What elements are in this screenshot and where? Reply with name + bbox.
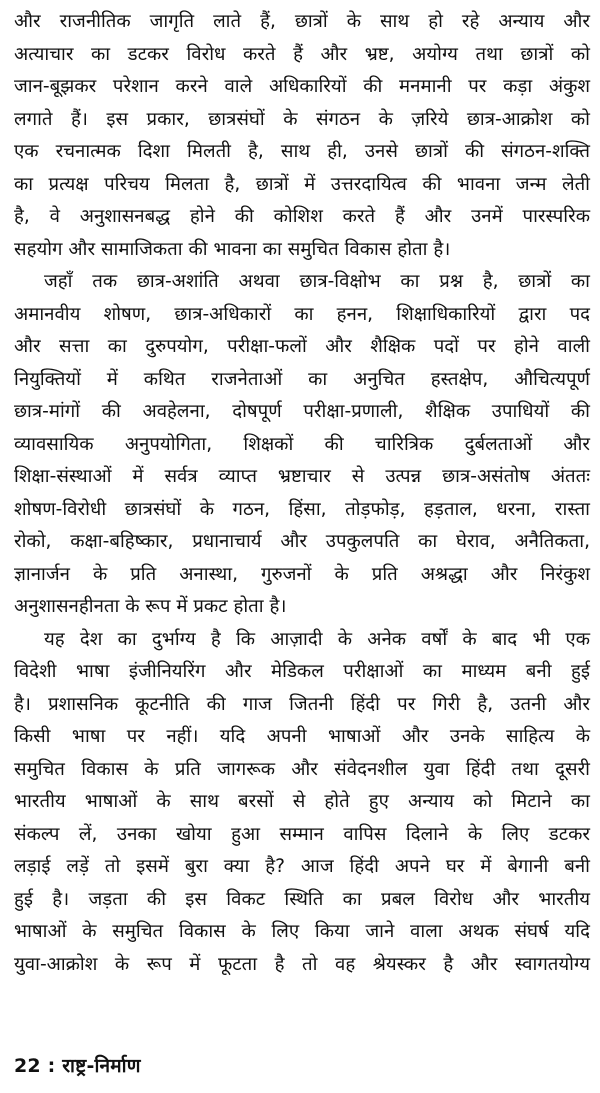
- text-line: जहाँ तक छात्र-अशांति अथवा छात्र-विक्षोभ का प्रश्न है, छात्रों का: [44, 271, 590, 292]
- text-line: सहयोग और सामाजिकता की भावना का समुचित विकास होता है।: [14, 238, 451, 260]
- page-footer: 22 : राष्ट्र-निर्माण: [14, 1055, 141, 1077]
- text-line: एक रचनात्मक दिशा मिलती है, साथ ही, उनसे छात्रों की संगठन-शक्ति: [14, 141, 590, 162]
- page-body: [14, 6, 590, 981]
- text-line: है। प्रशासनिक कूटनीति की गाज जितनी हिंदी पर गिरी है, उतनी और: [14, 693, 590, 715]
- text-line: अनुशासनहीनता के रूप में प्रकट होता है।: [14, 596, 287, 617]
- text-line: और सत्ता का दुरुपयोग, परीक्षा-फलों और शैक्षिक पदों पर होने वाली: [14, 336, 590, 357]
- text-line: भाषाओं के समुचित विकास के लिए किया जाने वाला अथक संघर्ष यदि: [14, 921, 590, 942]
- text-line: व्यावसायिक अनुपयोगिता, शिक्षकों की चारित्रिक दुर्बलताओं और: [14, 433, 590, 455]
- text-line: अत्याचार का डटकर विरोध करते हैं और भ्रष्ट, अयोग्य तथा छात्रों को: [14, 43, 590, 65]
- text-line: किसी भाषा पर नहीं। यदि अपनी भाषाओं और उनके साहित्य के: [14, 726, 590, 747]
- text-line: शोषण-विरोधी छात्रसंघों के गठन, हिंसा, तोड़फोड़, हड़ताल, धरना, रास्ता: [14, 498, 590, 520]
- text-line: युवा-आक्रोश के रूप में फूटता है तो वह श्रेयस्कर है और स्वागतयोग्य: [14, 953, 590, 975]
- text-line: संकल्प लें, उनका खोया हुआ सम्मान वापिस दिलाने के लिए डटकर: [14, 823, 590, 845]
- text-line: और राजनीतिक जागृति लाते हैं, छात्रों के साथ हो रहे अन्याय और: [14, 11, 590, 32]
- text-line: नियुक्तियों में कथित राजनेताओं का अनुचित हस्तक्षेप, औचित्यपूर्ण: [14, 368, 590, 390]
- text-line: अमानवीय शोषण, छात्र-अधिकारों का हनन, शिक्षाधिकारियों द्वारा पद: [14, 303, 590, 325]
- text-line: है, वे अनुशासनबद्ध होने की कोशिश करते हैं और उनमें पारस्परिक: [14, 206, 590, 227]
- text-line: समुचित विकास के प्रति जागरूक और संवेदनशील युवा हिंदी तथा दूसरी: [14, 758, 590, 780]
- text-line: छात्र-मांगों की अवहेलना, दोषपूर्ण परीक्षा-प्रणाली, शैक्षिक उपाधियों की: [14, 401, 590, 422]
- text-line: शिक्षा-संस्थाओं में सर्वत्र व्याप्त भ्रष्टाचार से उत्पन्न छात्र-असंतोष अंततः: [14, 466, 590, 487]
- text-line: यह देश का दुर्भाग्य है कि आज़ादी के अनेक वर्षों के बाद भी एक: [44, 628, 590, 650]
- text-line: रोको, कक्षा-बहिष्कार, प्रधानाचार्य और उपकुलपति का घेराव, अनैतिकता,: [14, 531, 590, 552]
- text-line: हुई है। जड़ता की इस विकट स्थिति का प्रबल विरोध और भारतीय: [14, 888, 590, 910]
- text-line: जान-बूझकर परेशान करने वाले अधिकारियों की मनमानी पर कड़ा अंकुश: [14, 76, 590, 97]
- paragraph-3: [14, 624, 590, 982]
- text-line: ज्ञानार्जन के प्रति अनास्था, गुरुजनों के प्रति अश्रद्धा और निरंकुश: [14, 563, 590, 585]
- text-line: विदेशी भाषा इंजीनियरिंग और मेडिकल परीक्षाओं का माध्यम बनी हुई: [14, 661, 590, 682]
- text-line: का प्रत्यक्ष परिचय मिलता है, छात्रों में उत्तरदायित्व की भावना जन्म लेती: [14, 173, 590, 195]
- paragraph-1: [14, 6, 590, 266]
- text-line: लड़ाई लड़ें तो इसमें बुरा क्या है? आज हिंदी अपने घर में बेगानी बनी: [14, 856, 590, 877]
- paragraph-2: [14, 266, 590, 624]
- text-line: भारतीय भाषाओं के साथ बरसों से होते हुए अन्याय को मिटाने का: [14, 791, 590, 812]
- text-line: लगाते हैं। इस प्रकार, छात्रसंघों के संगठन के ज़रिये छात्र-आक्रोश को: [14, 108, 590, 130]
